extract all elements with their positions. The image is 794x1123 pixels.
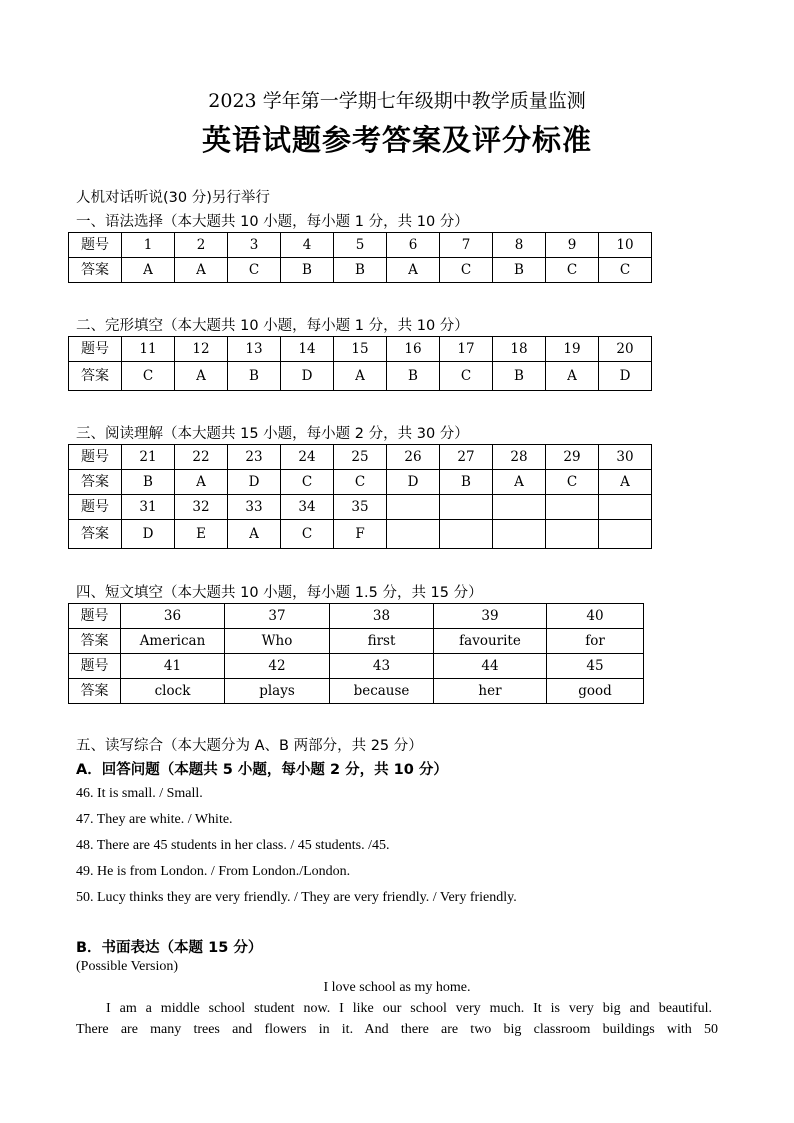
table-row (69, 654, 644, 679)
question-number: 13 (228, 337, 281, 362)
question-number: 30 (599, 445, 652, 470)
table-row (69, 470, 652, 495)
row-label: 题号 (69, 445, 122, 470)
part-a-title: A．回答问题（本题共 5 小题，每小题 2 分，共 10 分） (76, 762, 448, 778)
answer-cell: A (122, 258, 175, 283)
section4-table (68, 603, 644, 704)
empty-cell (546, 520, 599, 549)
answer-cell: clock (121, 679, 225, 704)
answer-46: 46. It is small. / Small. (76, 786, 203, 801)
answer-cell: D (599, 362, 652, 391)
question-number: 24 (281, 445, 334, 470)
exam-subtitle: 2023 学年第一学期七年级期中教学质量监测 (208, 90, 586, 112)
question-number: 5 (334, 233, 387, 258)
empty-cell (599, 495, 652, 520)
question-number: 15 (334, 337, 387, 362)
table-row (69, 362, 652, 391)
essay-line: I am a middle school student now. I like our school very much. It is very big and beautiful. (106, 1001, 712, 1016)
answer-cell: A (493, 470, 546, 495)
answer-cell: B (281, 258, 334, 283)
empty-cell (440, 495, 493, 520)
section1-table (68, 232, 652, 283)
question-number: 45 (547, 654, 644, 679)
question-number: 39 (434, 604, 547, 629)
row-label: 题号 (69, 233, 122, 258)
question-number: 18 (493, 337, 546, 362)
table-row (69, 495, 652, 520)
intro-note: 人机对话听说(30 分)另行举行 (76, 190, 270, 206)
row-label: 答案 (69, 679, 121, 704)
question-number: 20 (599, 337, 652, 362)
answer-cell: Who (225, 629, 330, 654)
question-number: 27 (440, 445, 493, 470)
answer-cell: C (440, 258, 493, 283)
row-label: 答案 (69, 258, 122, 283)
answer-cell: C (281, 520, 334, 549)
answer-cell: C (440, 362, 493, 391)
question-number: 36 (121, 604, 225, 629)
question-number: 14 (281, 337, 334, 362)
answer-cell: favourite (434, 629, 547, 654)
row-label: 答案 (69, 629, 121, 654)
question-number: 28 (493, 445, 546, 470)
empty-cell (440, 520, 493, 549)
question-number: 41 (121, 654, 225, 679)
answer-cell: A (228, 520, 281, 549)
question-number: 1 (122, 233, 175, 258)
answer-cell: C (546, 258, 599, 283)
empty-cell (546, 495, 599, 520)
part-b-title: B．书面表达（本题 15 分） (76, 940, 263, 956)
answer-cell: B (493, 362, 546, 391)
question-number: 32 (175, 495, 228, 520)
table-row (69, 445, 652, 470)
answer-cell: B (493, 258, 546, 283)
table-row (69, 258, 652, 283)
row-label: 题号 (69, 654, 121, 679)
answer-cell: E (175, 520, 228, 549)
answer-cell: B (387, 362, 440, 391)
empty-cell (387, 495, 440, 520)
empty-cell (493, 495, 546, 520)
answer-cell: C (228, 258, 281, 283)
answer-cell: D (228, 470, 281, 495)
question-number: 25 (334, 445, 387, 470)
section3-title: 三、阅读理解（本大题共 15 小题，每小题 2 分，共 30 分） (76, 426, 469, 442)
question-number: 22 (175, 445, 228, 470)
question-number: 38 (330, 604, 434, 629)
empty-cell (493, 520, 546, 549)
answer-cell: A (175, 470, 228, 495)
answer-cell: A (175, 258, 228, 283)
table-row (69, 679, 644, 704)
answer-cell: because (330, 679, 434, 704)
answer-cell: American (121, 629, 225, 654)
question-number: 44 (434, 654, 547, 679)
question-number: 40 (547, 604, 644, 629)
table-row (69, 604, 644, 629)
question-number: 16 (387, 337, 440, 362)
question-number: 11 (122, 337, 175, 362)
answer-cell: B (228, 362, 281, 391)
answer-cell: for (547, 629, 644, 654)
empty-cell (387, 520, 440, 549)
empty-cell (599, 520, 652, 549)
row-label: 答案 (69, 470, 122, 495)
answer-cell: first (330, 629, 434, 654)
answer-49: 49. He is from London. / From London./London. (76, 864, 351, 879)
answer-cell: D (122, 520, 175, 549)
question-number: 42 (225, 654, 330, 679)
question-number: 4 (281, 233, 334, 258)
question-number: 17 (440, 337, 493, 362)
question-number: 23 (228, 445, 281, 470)
answer-cell: D (281, 362, 334, 391)
answer-cell: her (434, 679, 547, 704)
essay-title: I love school as my home. (323, 980, 471, 995)
section3-table (68, 444, 652, 549)
answer-cell: A (175, 362, 228, 391)
answer-cell: A (546, 362, 599, 391)
answer-cell: A (599, 470, 652, 495)
table-row (69, 629, 644, 654)
answer-cell: plays (225, 679, 330, 704)
answer-cell: C (122, 362, 175, 391)
answer-cell: C (281, 470, 334, 495)
section5-title: 五、读写综合（本大题分为 A、B 两部分，共 25 分） (76, 738, 423, 754)
question-number: 8 (493, 233, 546, 258)
table-row (69, 520, 652, 549)
answer-cell: B (334, 258, 387, 283)
answer-47: 47. They are white. / White. (76, 812, 233, 827)
row-label: 题号 (69, 495, 122, 520)
answer-cell: A (387, 258, 440, 283)
answer-cell: good (547, 679, 644, 704)
question-number: 43 (330, 654, 434, 679)
section2-table (68, 336, 652, 391)
table-row (69, 337, 652, 362)
question-number: 10 (599, 233, 652, 258)
question-number: 34 (281, 495, 334, 520)
question-number: 35 (334, 495, 387, 520)
row-label: 答案 (69, 362, 122, 391)
section4-title: 四、短文填空（本大题共 10 小题，每小题 1.5 分，共 15 分） (76, 585, 483, 601)
possible-version-label: (Possible Version) (76, 959, 179, 974)
page-title: 英语试题参考答案及评分标准 (201, 123, 592, 157)
answer-cell: D (387, 470, 440, 495)
answer-cell: C (546, 470, 599, 495)
question-number: 6 (387, 233, 440, 258)
question-number: 29 (546, 445, 599, 470)
table-row (69, 233, 652, 258)
section1-title: 一、语法选择（本大题共 10 小题，每小题 1 分，共 10 分） (76, 214, 469, 230)
answer-cell: B (122, 470, 175, 495)
question-number: 33 (228, 495, 281, 520)
row-label: 题号 (69, 337, 122, 362)
essay-line: There are many trees and flowers in it. And there are two big classroom buildings with 50 (76, 1022, 718, 1037)
question-number: 37 (225, 604, 330, 629)
section2-title: 二、完形填空（本大题共 10 小题，每小题 1 分，共 10 分） (76, 318, 469, 334)
question-number: 9 (546, 233, 599, 258)
answer-cell: F (334, 520, 387, 549)
question-number: 26 (387, 445, 440, 470)
answer-48: 48. There are 45 students in her class. / 45 students. /45. (76, 838, 390, 853)
row-label: 答案 (69, 520, 122, 549)
question-number: 7 (440, 233, 493, 258)
question-number: 2 (175, 233, 228, 258)
row-label: 题号 (69, 604, 121, 629)
question-number: 3 (228, 233, 281, 258)
question-number: 21 (122, 445, 175, 470)
question-number: 31 (122, 495, 175, 520)
question-number: 12 (175, 337, 228, 362)
answer-cell: B (440, 470, 493, 495)
answer-cell: C (334, 470, 387, 495)
question-number: 19 (546, 337, 599, 362)
answer-50: 50. Lucy thinks they are very friendly. / They are very friendly. / Very friendly. (76, 890, 517, 905)
answer-cell: A (334, 362, 387, 391)
answer-cell: C (599, 258, 652, 283)
